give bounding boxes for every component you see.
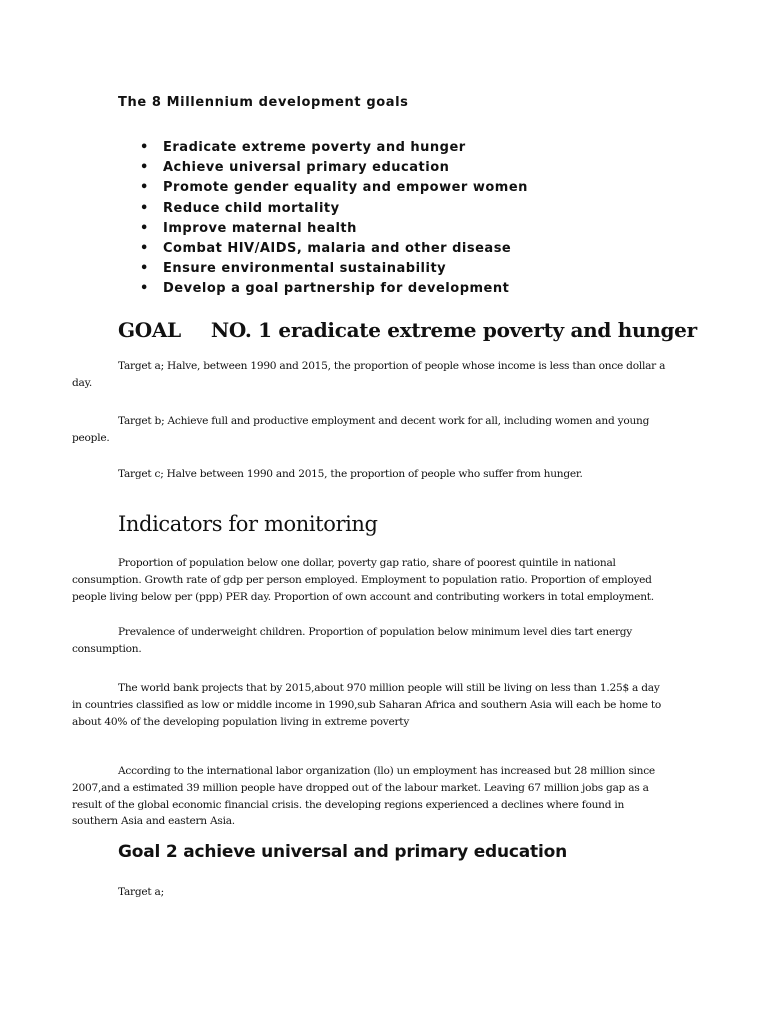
goal1-target-b: Target b; Achieve full and productive employment and decent work for all, including women and young people. — [72, 415, 650, 444]
bullet-icon: • — [140, 140, 149, 155]
goal2-heading: Goal 2 achieve universal and primary education — [118, 842, 567, 862]
goal-label: Promote gender equality and empower women — [163, 180, 528, 196]
list-item — [118, 178, 528, 198]
list-item — [118, 279, 528, 299]
goal-label: Reduce child mortality — [163, 200, 340, 216]
goal-label: Ensure environmental sustainability — [163, 261, 447, 277]
list-item — [118, 138, 528, 158]
goal1-label: GOAL — [118, 318, 181, 342]
list-item — [118, 239, 528, 259]
goal1-target-c: Target c; Halve between 1990 and 2015, the proportion of people who suffer from hunger. — [118, 468, 583, 480]
list-item — [118, 158, 528, 178]
goals-list — [118, 138, 528, 300]
goal-label: Achieve universal primary education — [163, 160, 450, 176]
goals-heading: The 8 Millennium development goals — [118, 95, 409, 110]
indicators-paragraph-2: Prevalence of underweight children. Proportion of population below minimum level dies tart energy consumption. — [72, 626, 633, 655]
indicators-heading: Indicators for monitoring — [118, 512, 378, 536]
goal1-title: NO. 1 eradicate extreme poverty and hunger — [210, 318, 697, 342]
list-item — [118, 219, 528, 239]
bullet-icon: • — [140, 180, 149, 196]
bullet-icon: • — [140, 160, 149, 176]
bullet-icon: • — [140, 220, 149, 236]
goal-label: Develop a goal partnership for development — [163, 281, 510, 297]
goal-label: Eradicate extreme poverty and hunger — [163, 140, 466, 155]
goal2-target-a: Target a; — [118, 886, 164, 898]
bullet-icon: • — [140, 261, 149, 277]
list-item — [118, 259, 528, 279]
goal-label: Improve maternal health — [163, 220, 357, 236]
bullet-icon: • — [140, 240, 149, 256]
goal1-heading — [118, 318, 697, 342]
indicators-paragraph-1: Proportion of population below one dollar, poverty gap ratio, share of poorest quintile in national consumption. Growth rate of gdp per person employed. Employment to population ratio. Proportion of employed people living below per (ppp) PER day. Proportion of own account and contributing workers in total employment. — [72, 557, 654, 603]
indicators-paragraph-3: The world bank projects that by 2015,about 970 million people will still be living on less than 1.25$ a day in countries classified as low or middle income in 1990,sub Saharan Africa and southern Asia will each be home to about 40% of the developing population living in extreme poverty — [72, 682, 662, 728]
bullet-icon: • — [140, 281, 149, 297]
list-item — [118, 199, 528, 219]
goal1-target-a: Target a; Halve, between 1990 and 2015, the proportion of people whose income is less than once dollar a day. — [72, 360, 666, 389]
goal-label: Combat HIV/AIDS, malaria and other disease — [163, 240, 512, 256]
indicators-paragraph-4: According to the international labor organization (llo) un employment has increased but 28 million since 2007,and a estimated 39 million people have dropped out of the labour market. Leaving 67 million jobs gap as a result of the global economic financial crisis. the developing regions experienced a declines where found in southern Asia and eastern Asia. — [72, 765, 655, 828]
bullet-icon: • — [140, 200, 149, 216]
